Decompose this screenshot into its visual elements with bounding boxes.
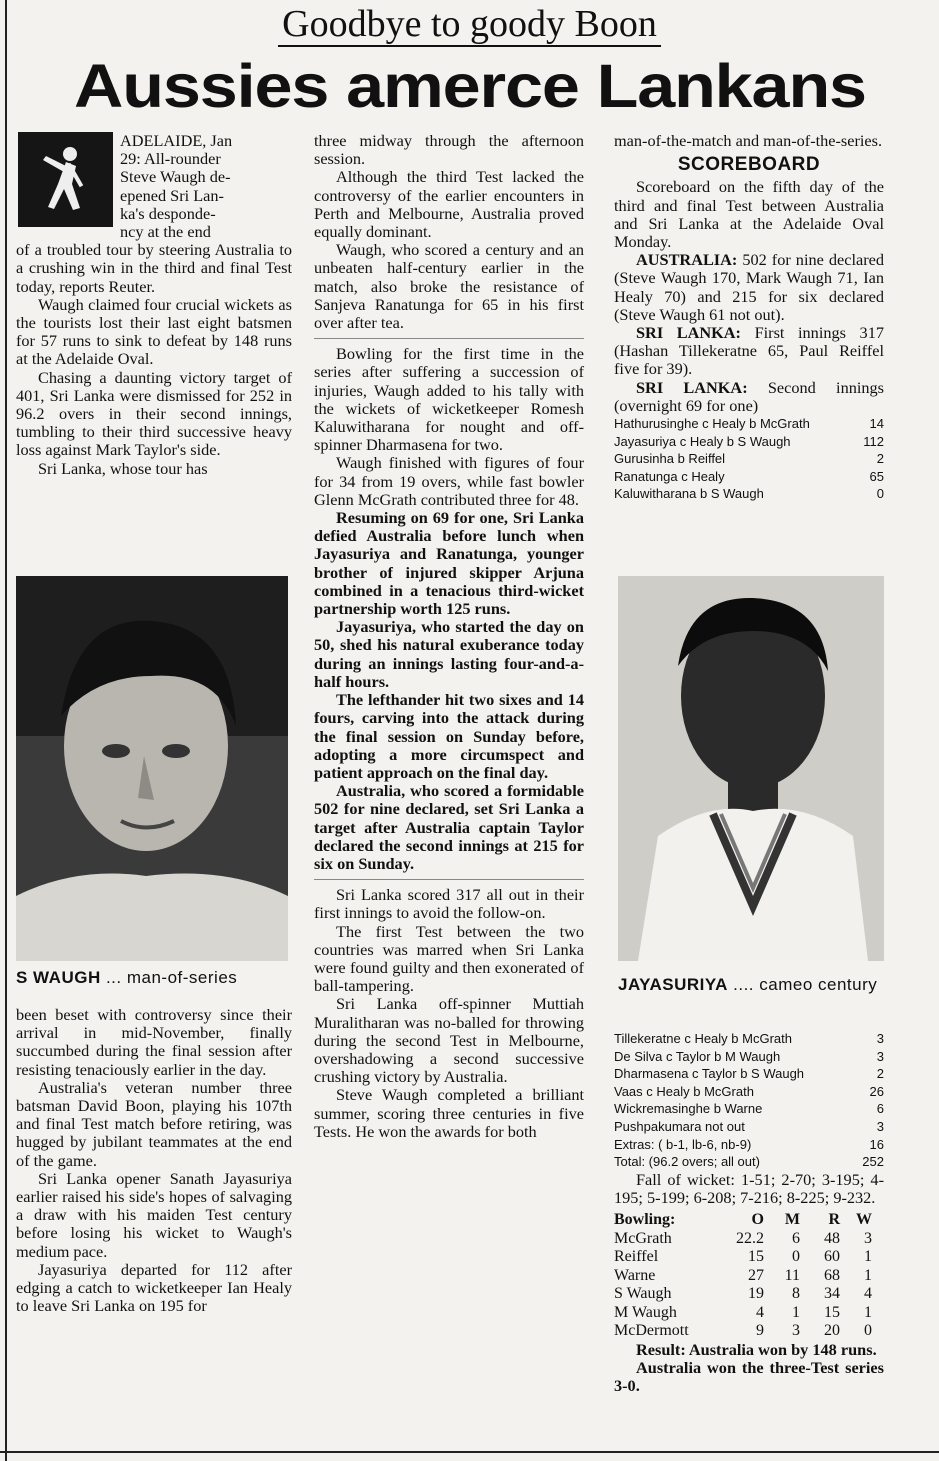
paragraph: SRI LANKA: First innings 317 (Hashan Tillekeratne 65, Paul Reiffel five for 39). <box>614 323 884 379</box>
paragraph: Waugh finished with figures of four for 34 from 19 overs, while fast bowler Glenn McGrath contributed three for 48. <box>314 453 584 509</box>
lead-line: ncy at the end <box>120 222 211 242</box>
batting-row: Tillekeratne c Healy b McGrath 3 <box>614 1031 884 1046</box>
team-label: SRI LANKA: <box>636 377 748 397</box>
paragraph: Australia's veteran number three batsman David Boon, playing his 107th and final Test match before retiring, was hugged by jubilant teammates at the end of the game. <box>16 1077 292 1170</box>
bowling-row: McDermott 9 3 20 0 <box>614 1322 872 1340</box>
batting-row: Dharmasena c Taylor b S Waugh 2 <box>614 1066 884 1082</box>
paragraph: Although the third Test lacked the controversy of the earlier encounters in Perth and Melbourne, Australia proved equally dominant. <box>314 167 584 242</box>
paragraph: Sri Lanka off-spinner Muttiah Muralitharan was no-balled for throwing during the second Test in Melbourne, overshadowing a second successive crushing victory by Australia. <box>314 994 584 1087</box>
jayasuriya-photo-caption: JAYASURIYA .... cameo century <box>618 975 878 994</box>
batting-row: Wickremasinghe b Warne 6 <box>614 1101 884 1117</box>
team-label: SRI LANKA: <box>636 323 741 343</box>
batting-row: Vaas c Healy b McGrath 26 <box>614 1083 884 1099</box>
paragraph: man-of-the-match and man-of-the-series. <box>614 131 883 150</box>
paragraph: been beset with controversy since their arrival in mid-November, finally succumbed during the final session after resisting tenaciously earlier in the day. <box>16 1005 292 1079</box>
paragraph: Waugh, who scored a century and an unbeaten half-century earlier in the match, also broke the resistance of Sanjeva Ranatunga for 65 in his first over after tea. <box>314 240 584 333</box>
lead-line: ka's desponde- <box>120 203 216 223</box>
page-border-bottom <box>0 1451 939 1453</box>
main-headline: Aussies amerce Lankans <box>74 52 866 120</box>
jayasuriya-photo <box>618 576 884 961</box>
fall-of-wickets: Fall of wicket: 1-51; 2-70; 3-195; 4-195; 5-199; 6-208; 7-216; 8-225; 9-232. <box>614 1169 884 1207</box>
column-3-top <box>614 132 884 503</box>
paragraph: Resuming on 69 for one, Sri Lanka defied Australia before lunch when Jayasuriya and Ranatunga, younger brother of injured skipper Arjuna combined in a tenacious third-wicket partnership worth 125 runs. <box>314 508 584 619</box>
batting-row: Kaluwitharana b S Waugh 0 <box>614 486 884 502</box>
batting-list-b <box>614 1030 884 1171</box>
paragraph: Chasing a daunting victory target of 401, Sri Lanka were dismissed for 252 in 96.2 overs in their second innings, tumbling to their third successive heavy loss against Mark Taylor's side. <box>16 367 292 460</box>
batting-row: De Silva c Taylor b M Waugh 3 <box>614 1048 884 1064</box>
paragraph: Bowling for the first time in the series after suffering a succession of injuries, Waugh added to his tally with the wickets of wicketkeeper Romesh Kaluwitharana for nought and off-spinner Dharmasena for two. <box>314 344 584 455</box>
paragraph: Sri Lanka, whose tour has <box>38 458 208 478</box>
paragraph: Sri Lanka opener Sanath Jayasuriya earlier raised his side's hopes of salvaging a draw with his maiden Test century before losing his wicket to Waugh's medium pace. <box>16 1168 292 1261</box>
column-2 <box>314 132 584 1141</box>
match-result: Result: Australia won by 148 runs. <box>636 1339 877 1359</box>
paragraph: of a troubled tour by steering Australia to a crushing win in the third and final Test today, reports Reuter. <box>16 240 292 296</box>
column-rule <box>314 879 584 880</box>
batting-row: Extras: ( b-1, lb-6, nb-9) 16 <box>614 1136 884 1152</box>
batting-row: Pushpakumara not out 3 <box>614 1118 884 1134</box>
paragraph: Australia, who scored a formidable 502 for nine declared, set Sri Lanka a target after Australia captain Taylor declared the second innings at 215 for six on Sunday. <box>314 781 584 873</box>
batting-row: Ranatunga c Healy 65 <box>614 468 884 484</box>
paragraph: Scoreboard on the fifth day of the third and final Test between Australia and Sri Lanka at the Adelaide Oval Monday. <box>614 177 884 252</box>
waugh-photo-caption: S WAUGH ... man-of-series <box>16 968 238 987</box>
bowling-table <box>614 1211 884 1341</box>
lead-line: epened Sri Lan- <box>120 185 224 205</box>
batting-row: Jayasuriya c Healy b S Waugh 112 <box>614 433 884 449</box>
kicker-headline: Goodbye to goody Boon <box>0 2 939 46</box>
scoreboard-heading: SCOREBOARD <box>677 154 821 176</box>
column-rule <box>314 338 584 339</box>
paragraph: three midway through the afternoon session. <box>314 131 584 169</box>
batting-list-a <box>614 415 884 503</box>
column-3-bottom <box>614 1030 884 1395</box>
batting-row: Gurusinha b Reiffel 2 <box>614 451 884 467</box>
lead-line: Steve Waugh de- <box>120 167 231 187</box>
paragraph: Jayasuriya departed for 112 after edging a catch to wicketkeeper Ian Healy to leave Sri Lanka on 195 for <box>16 1259 292 1316</box>
paragraph: SRI LANKA: Second innings (overnight 69 for one) <box>614 377 884 415</box>
paragraph: Waugh claimed four crucial wickets as the tourists lost their last eight batsmen for 57 runs to sink to defeat by 148 runs at the Adelaide Oval. <box>16 294 292 369</box>
paragraph: The lefthander hit two sixes and 14 fours, carving into the attack during the final session on Sunday before, adopting a more circumspect and patient approach on the final day. <box>314 690 584 782</box>
batting-row: Hathurusinghe c Healy b McGrath 14 <box>614 416 884 432</box>
paragraph: Steve Waugh completed a brilliant summer, scoring three centuries in five Tests. He won the awards for both <box>314 1085 584 1141</box>
team-label: AUSTRALIA: <box>636 250 738 270</box>
lead-line: ADELAIDE, Jan <box>120 131 233 150</box>
column-1-bottom <box>16 1006 292 1315</box>
paragraph: Jayasuriya, who started the day on 50, shed his natural exuberance today during an innings lasting four-and-a-half hours. <box>314 617 584 691</box>
bowling-row: McGrath 22.2 6 48 3 <box>614 1229 872 1247</box>
series-result: Australia won the three-Test series 3-0. <box>614 1357 884 1396</box>
bowling-header-row: Bowling: O M R W <box>614 1211 872 1229</box>
column-1-top <box>16 132 292 478</box>
bowling-row: Reiffel 15 0 60 1 <box>614 1248 872 1266</box>
paragraph: AUSTRALIA: 502 for nine declared (Steve Waugh 170, Mark Waugh 71, Ian Healy 70) and 215 for six declared (Steve Waugh 61 not out). <box>614 250 884 324</box>
paragraph: Sri Lanka scored 317 all out in their first innings to avoid the follow-on. <box>314 885 584 923</box>
lead-line: 29: All-rounder <box>120 149 221 169</box>
steve-waugh-photo <box>16 576 288 961</box>
bowling-row: S Waugh 19 8 34 4 <box>614 1285 872 1303</box>
page-border-left <box>5 0 7 1461</box>
batting-row: Total: (96.2 overs; all out) 252 <box>614 1154 884 1170</box>
bowling-row: M Waugh 4 1 15 1 <box>614 1303 872 1321</box>
bowling-row: Warne 27 11 68 1 <box>614 1266 872 1284</box>
paragraph: The first Test between the two countries was marred when Sri Lanka were found guilty and then exonerated of ball-tampering. <box>314 921 584 996</box>
